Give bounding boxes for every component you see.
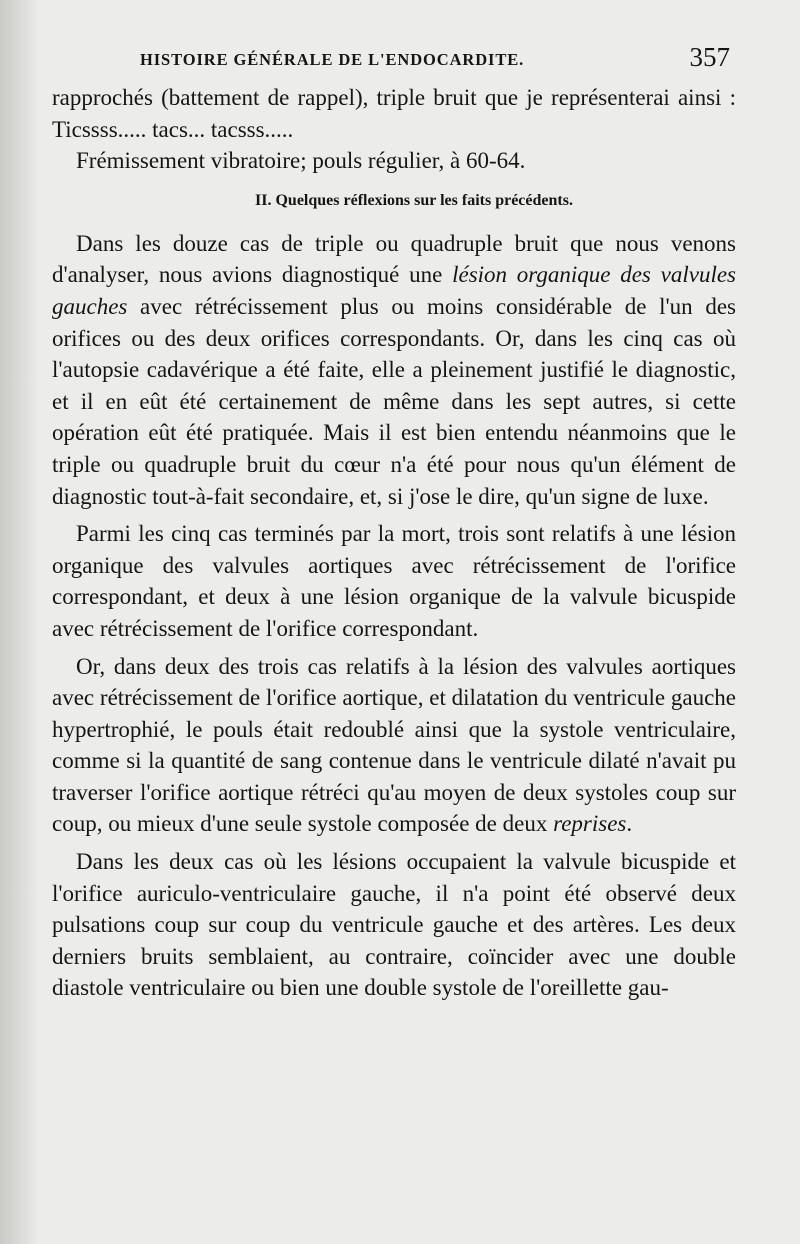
italic-word: reprises	[553, 811, 627, 837]
paragraph-douze-cas	[52, 228, 736, 512]
running-head	[140, 40, 740, 80]
paragraph-text: Or, dans deux des trois cas relatifs à la lésion des valvules aortiques avec rétrécissement de l'orifice aortique, et dilatation du ventricule gauche hypertrophié, le pouls était redoublé ainsi que la systole ventriculaire, comme si la quantité de sang contenue dans le ventricule dilaté n'avait pu traverser l'orifice aortique rétréci qu'au moyen de deux systoles coup sur coup, ou mieux d'une seule systole composée de deux	[52, 653, 736, 837]
paragraph-text: Dans les douze cas de triple ou quadruple bruit que nous venons d'analyser, nous avions diagnostiqué une	[52, 230, 736, 288]
paragraph-parmi: Parmi les cinq cas terminés par la mort, trois sont relatifs à une lésion organique des valvules aortiques avec rétrécissement de l'orifice correspondant, et deux à une lésion organique de la valvule bicuspide avec rétrécissement de l'orifice correspondant.	[52, 521, 736, 641]
italic-phrase: lésion organique des valvules gauches	[52, 262, 736, 319]
page-number: 357	[689, 42, 730, 72]
page-gutter-shadow	[0, 0, 40, 1244]
paragraph-text: avec rétrécissement plus ou moins considérable de l'un des orifices ou des deux orifices correspondants. Or, dans les cinq cas où l'autopsie cadavérique a été faite, elle a pleinement justifié le diagnostic, et il en eût été certainement de même dans les sept autres, si cette opération eût été pratiquée. Mais il est bien entendu néanmoins que le triple ou quadruple bruit du cœur n'a été pour nous qu'un élément de diagnostic tout-à-fait secondaire, et, si j'ose le dire, qu'un signe de luxe.	[52, 293, 736, 509]
page-body	[52, 82, 736, 1004]
paragraph-bicuspide: Dans les deux cas où les lésions occupaient la valvule bicuspide et l'orifice auriculo-ventriculaire gauche, il n'a point été observé deux pulsations coup sur coup du ventricule gauche et des artères. Les deux derniers bruits semblaient, au contraire, coïncider avec une double diastole ventriculaire ou bien une double systole de l'oreillette gau-	[52, 849, 736, 1001]
paragraph-or	[52, 651, 736, 841]
running-title: HISTOIRE GÉNÉRALE DE L'ENDOCARDITE.	[140, 50, 525, 69]
paragraph-fremissement: Frémissement vibratoire; pouls régulier, à 60-64.	[76, 148, 526, 174]
section-heading: II. Quelques réflexions sur les faits précédents.	[255, 191, 573, 209]
paragraph-text: .	[626, 811, 633, 837]
paragraph-continuation: rapprochés (battement de rappel), triple bruit que je représenterai ainsi : Ticssss..... tacs... tacsss.....	[52, 85, 736, 142]
